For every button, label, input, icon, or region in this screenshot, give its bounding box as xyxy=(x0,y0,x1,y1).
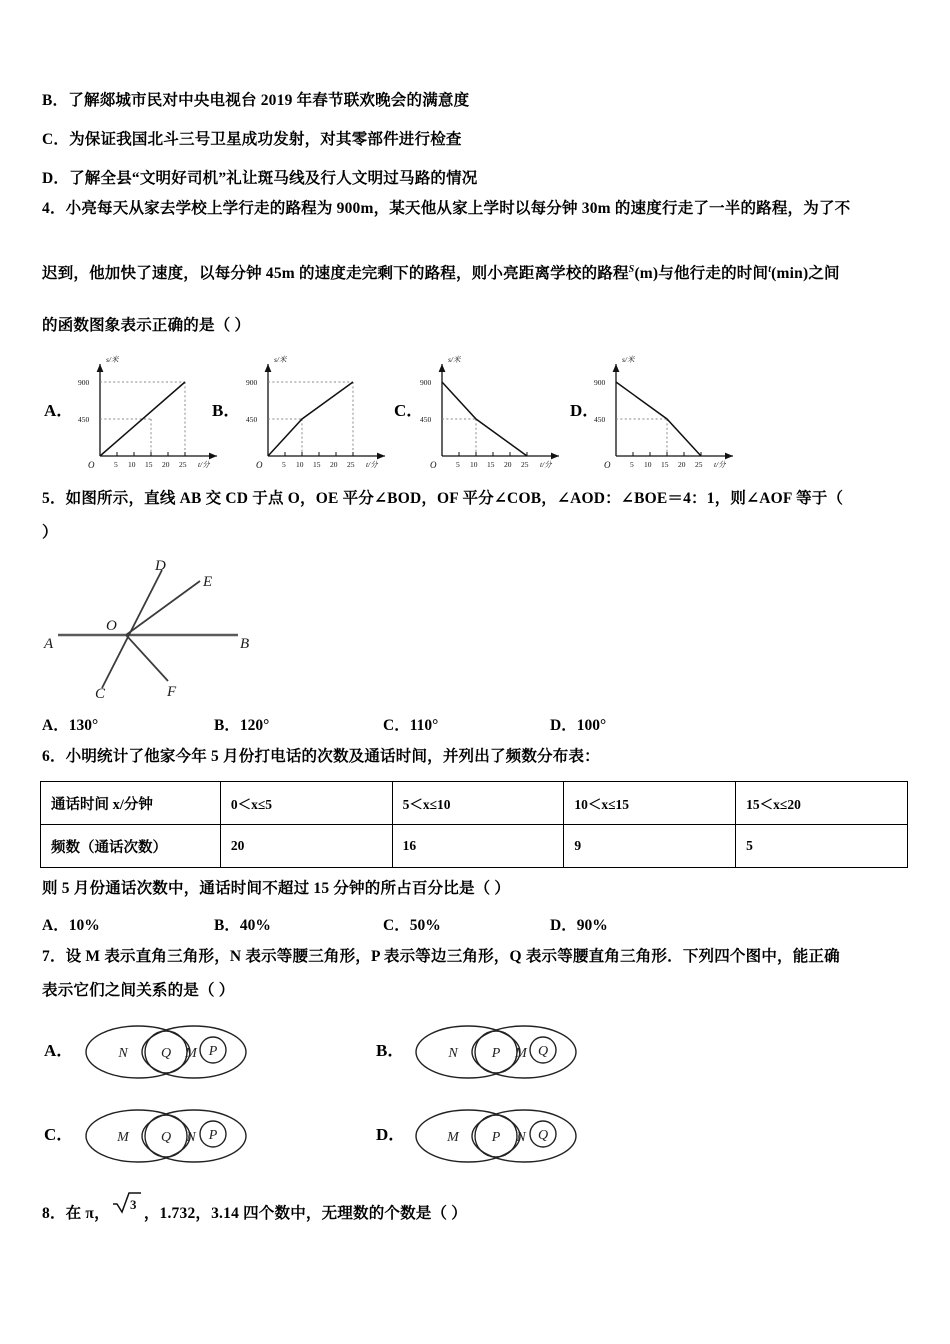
q7-stem-line1: 7．设 M 表示直角三角形，N 表示等腰三角形，P 表示等边三角形，Q 表示等腰直角三角形．下列四个图中，能正确 xyxy=(42,948,840,965)
svg-text:5: 5 xyxy=(630,460,634,468)
q3-option-c: C．为保证我国北斗三号卫星成功发射，对其零部件进行检查 xyxy=(42,131,462,148)
svg-text:A: A xyxy=(44,636,54,652)
svg-text:Q: Q xyxy=(537,1044,549,1059)
q5-option-a: A．130° xyxy=(42,717,99,734)
q5-option-b: B．120° xyxy=(214,717,270,734)
svg-text:N: N xyxy=(186,1130,196,1145)
table-cell-interval-3: 10＜x≤15 xyxy=(564,782,736,825)
svg-text:5: 5 xyxy=(114,460,118,468)
svg-text:B: B xyxy=(240,636,250,652)
q6-option-b: B．40% xyxy=(214,917,271,934)
table-row-frequencies xyxy=(41,825,908,868)
q4-option-d-letter: D． xyxy=(570,401,600,420)
q3-option-d: D．了解全县“文明好司机”礼让斑马线及行人文明过马路的情况 xyxy=(42,170,478,187)
q8-suffix: ，1.732，3.14 四个数中，无理数的个数是（ ） xyxy=(143,1205,467,1222)
svg-text:20: 20 xyxy=(162,460,170,468)
q6-option-a: A．10% xyxy=(42,917,100,934)
svg-text:900: 900 xyxy=(420,378,432,387)
svg-text:E: E xyxy=(203,574,213,590)
svg-text:15: 15 xyxy=(487,460,495,468)
svg-text:900: 900 xyxy=(594,378,606,387)
q3-option-b: B．了解郯城市民对中央电视台 2019 年春节联欢晚会的满意度 xyxy=(42,92,470,109)
svg-text:10: 10 xyxy=(296,460,304,468)
svg-text:N: N xyxy=(516,1130,526,1145)
svg-text:P: P xyxy=(491,1046,501,1061)
q7-option-b-letter: B． xyxy=(376,1041,405,1060)
q5-stem-line1: 5．如图所示，直线 AB 交 CD 于点 O，OE 平分∠BOD，OF 平分∠COB，∠AOD：∠BOE＝4：1，则∠AOF 等于（ xyxy=(42,490,844,507)
svg-text:s/米: s/米 xyxy=(106,355,119,364)
svg-text:20: 20 xyxy=(330,460,338,468)
svg-text:N: N xyxy=(448,1046,458,1061)
table-cell-interval-1: 0＜x≤5 xyxy=(220,782,392,825)
q4-option-b-letter: B． xyxy=(212,401,241,420)
q4-graph-b xyxy=(240,348,410,468)
svg-text:D: D xyxy=(155,558,166,574)
svg-text:15: 15 xyxy=(313,460,321,468)
svg-text:O: O xyxy=(88,460,95,468)
svg-text:F: F xyxy=(167,684,177,698)
q5-figure xyxy=(40,548,280,698)
q8-prefix: 8．在 π， xyxy=(42,1205,110,1222)
svg-text:10: 10 xyxy=(128,460,136,468)
q4-stem-line2-part3: (min)之间 xyxy=(771,265,840,283)
table-cell-freq-1: 20 xyxy=(220,825,392,868)
q4-var-t: t xyxy=(768,264,772,275)
svg-text:M: M xyxy=(447,1130,459,1145)
svg-text:Q: Q xyxy=(160,1130,172,1145)
table-cell-freq-3: 9 xyxy=(564,825,736,868)
svg-text:450: 450 xyxy=(594,415,606,424)
q6-stem: 6．小明统计了他家今年 5 月份打电话的次数及通话时间，并列出了频数分布表： xyxy=(42,748,600,765)
svg-text:25: 25 xyxy=(521,460,529,468)
q4-stem-line3: 的函数图象表示正确的是（ ） xyxy=(42,317,251,334)
svg-text:P: P xyxy=(208,1128,218,1143)
svg-text:P: P xyxy=(208,1044,218,1059)
table-row-intervals xyxy=(41,782,908,825)
table-header-time: 通话时间 x/分钟 xyxy=(41,782,221,825)
svg-text:O: O xyxy=(106,618,117,634)
svg-text:O: O xyxy=(256,460,263,468)
svg-text:s/米: s/米 xyxy=(448,355,461,364)
q7-venn-b xyxy=(406,1016,586,1088)
q4-option-c-letter: C． xyxy=(394,401,424,420)
q4-stem-line2-part1: 迟到，他加快了速度，以每分钟 45m 的速度走完剩下的路程，则小亮距离学校的路程 xyxy=(42,265,629,283)
q8-stem xyxy=(42,1196,467,1224)
table-header-frequency: 频数（通话次数） xyxy=(41,825,221,868)
frequency-table xyxy=(40,781,908,868)
svg-text:10: 10 xyxy=(470,460,478,468)
svg-text:20: 20 xyxy=(678,460,686,468)
svg-text:O: O xyxy=(604,460,611,468)
svg-text:t/分: t/分 xyxy=(540,460,552,468)
svg-text:10: 10 xyxy=(644,460,652,468)
svg-text:5: 5 xyxy=(456,460,460,468)
table-cell-interval-2: 5＜x≤10 xyxy=(392,782,564,825)
table-cell-interval-4: 15＜x≤20 xyxy=(736,782,908,825)
svg-text:3: 3 xyxy=(129,1197,137,1212)
svg-text:450: 450 xyxy=(420,415,432,424)
svg-text:N: N xyxy=(118,1046,128,1061)
q5-stem-line2: ） xyxy=(42,524,58,541)
svg-text:M: M xyxy=(117,1130,129,1145)
q4-graph-c xyxy=(414,348,584,468)
q6-option-d: D．90% xyxy=(550,917,608,934)
q5-option-c: C．110° xyxy=(383,717,439,734)
table-cell-freq-2: 16 xyxy=(392,825,564,868)
q7-option-a-letter: A． xyxy=(44,1041,74,1060)
q6-option-c: C．50% xyxy=(383,917,441,934)
svg-text:450: 450 xyxy=(246,415,258,424)
q4-var-s: S xyxy=(628,264,635,275)
svg-text:25: 25 xyxy=(695,460,703,468)
svg-text:C: C xyxy=(95,686,106,698)
svg-text:s/米: s/米 xyxy=(274,355,287,364)
q7-venn-c xyxy=(76,1100,256,1172)
q4-stem-line1: 4．小亮每天从家去学校上学行走的路程为 900m，某天他从家上学时以每分钟 30m 的速度行走了一半的路程，为了不 xyxy=(42,200,851,217)
svg-text:450: 450 xyxy=(78,415,90,424)
svg-text:O: O xyxy=(430,460,437,468)
svg-text:Q: Q xyxy=(537,1128,549,1143)
q7-option-d-letter: D． xyxy=(376,1125,406,1144)
svg-text:s/米: s/米 xyxy=(622,355,635,364)
q5-option-d: D．100° xyxy=(550,717,607,734)
svg-text:25: 25 xyxy=(179,460,187,468)
table-cell-freq-4: 5 xyxy=(736,825,908,868)
svg-text:t/分: t/分 xyxy=(366,460,378,468)
svg-text:20: 20 xyxy=(504,460,512,468)
q7-stem-line2: 表示它们之间关系的是（ ） xyxy=(42,982,235,999)
svg-text:M: M xyxy=(515,1046,527,1061)
q4-option-a-letter: A． xyxy=(44,401,74,420)
svg-text:900: 900 xyxy=(78,378,90,387)
q7-option-c-letter: C． xyxy=(44,1125,74,1144)
svg-text:Q: Q xyxy=(160,1046,172,1061)
svg-text:900: 900 xyxy=(246,378,258,387)
svg-text:t/分: t/分 xyxy=(198,460,210,468)
svg-text:25: 25 xyxy=(347,460,355,468)
svg-text:15: 15 xyxy=(661,460,669,468)
q4-stem-line2-part2: (m)与他行走的时间 xyxy=(634,265,769,283)
sqrt-icon xyxy=(112,1196,142,1220)
q7-venn-a xyxy=(76,1016,256,1088)
q7-venn-d xyxy=(406,1100,586,1172)
svg-text:M: M xyxy=(185,1046,197,1061)
q4-graph-d xyxy=(588,348,758,468)
svg-text:P: P xyxy=(491,1130,501,1145)
svg-text:15: 15 xyxy=(145,460,153,468)
q4-stem-line2 xyxy=(42,264,840,284)
svg-text:t/分: t/分 xyxy=(714,460,726,468)
svg-text:5: 5 xyxy=(282,460,286,468)
q6-question: 则 5 月份通话次数中，通话时间不超过 15 分钟的所占百分比是（ ） xyxy=(42,880,511,897)
